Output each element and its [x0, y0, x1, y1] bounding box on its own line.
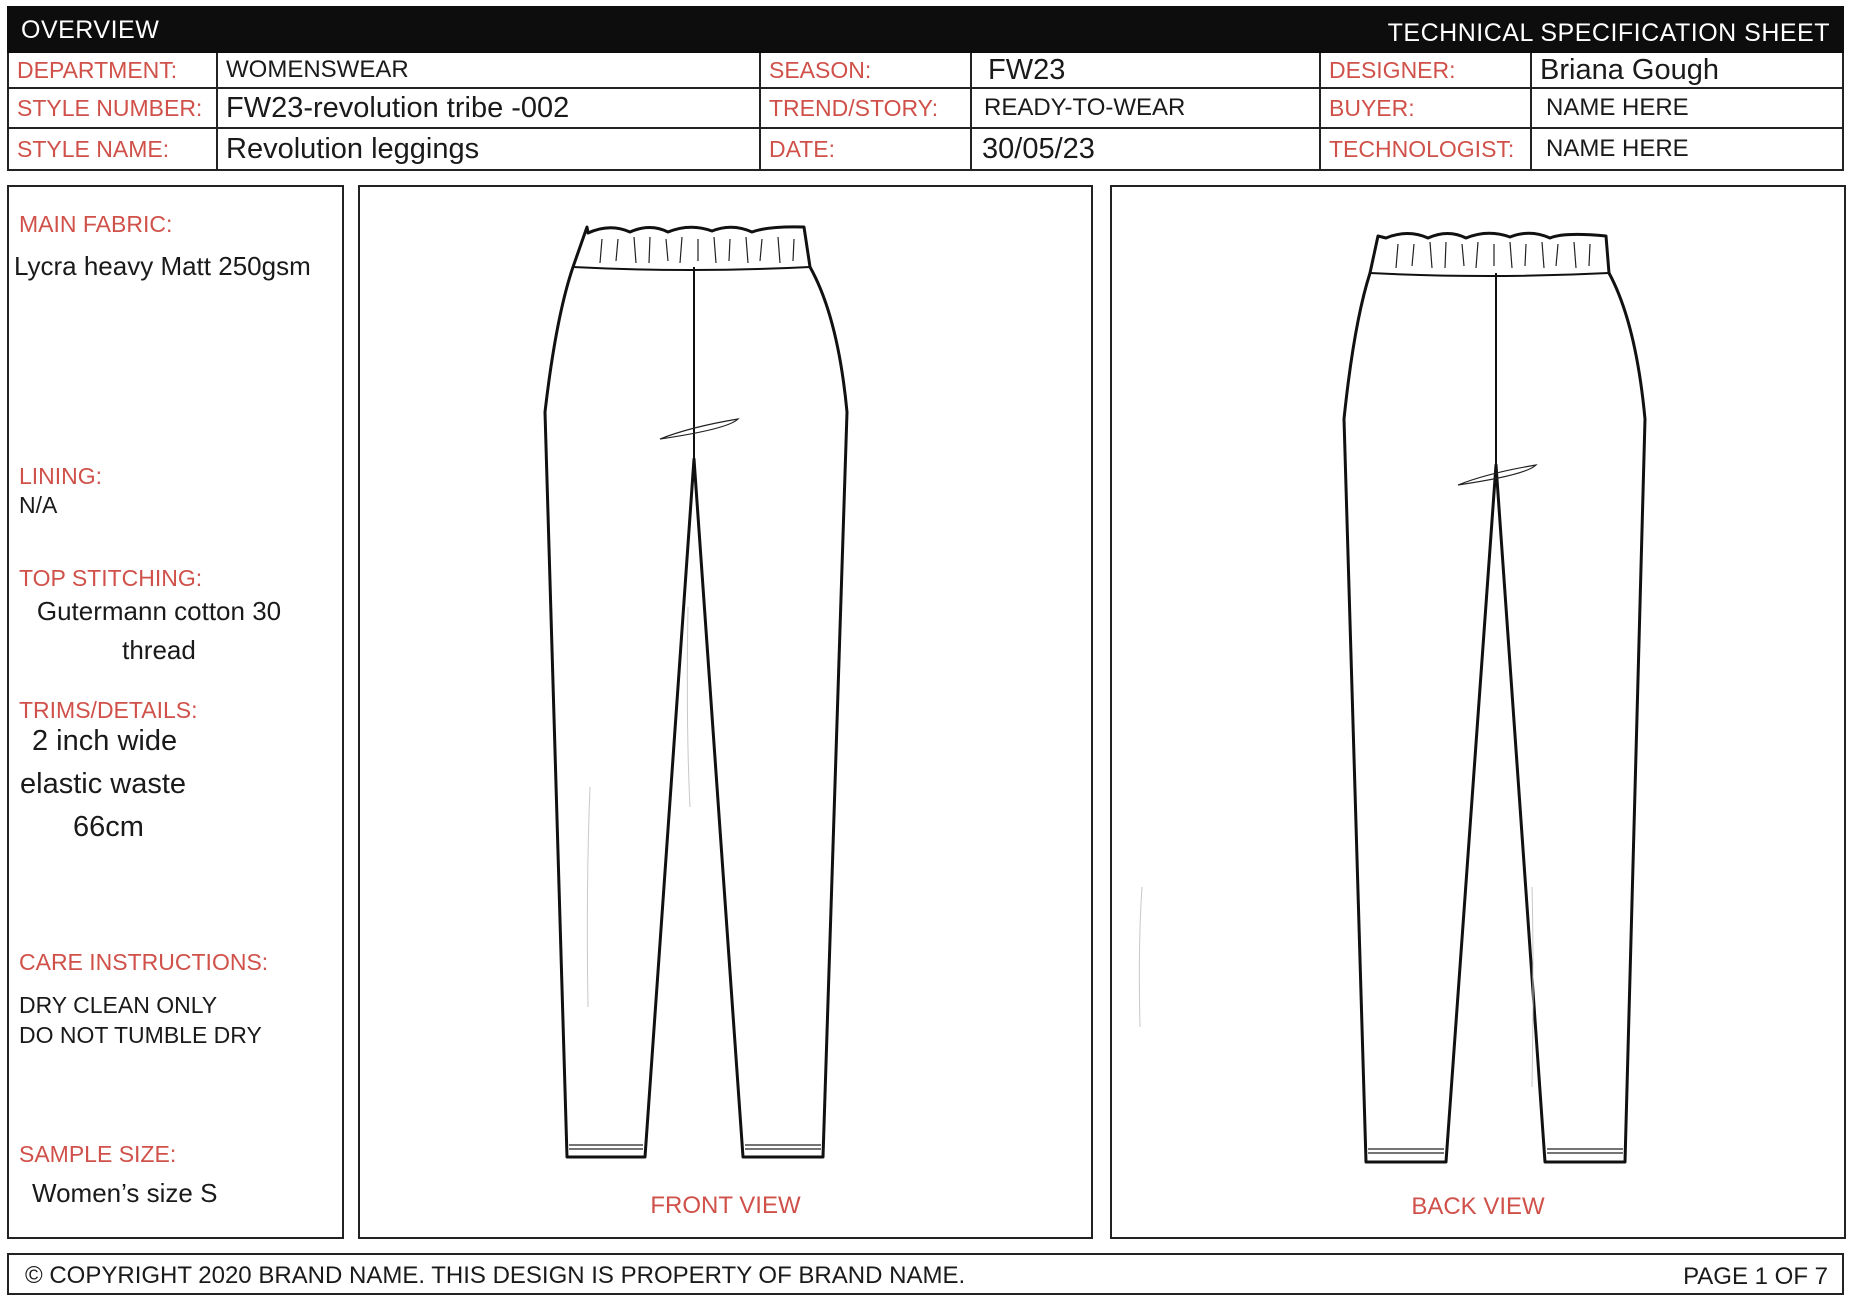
department-label: DEPARTMENT: — [9, 53, 218, 89]
top-stitching-line-1: Gutermann cotton 30 — [36, 596, 282, 626]
front-leggings-sketch — [360, 187, 1091, 1237]
front-view-panel — [358, 185, 1093, 1239]
trend-value: READY-TO-WEAR — [972, 89, 1321, 129]
back-view-label: BACK VIEW — [1411, 1193, 1545, 1220]
care-line-2: DO NOT TUMBLE DRY — [19, 1022, 262, 1048]
style-number-label: STYLE NUMBER: — [9, 89, 218, 129]
trims-line-3: 66cm — [73, 811, 144, 843]
main-fabric-label: MAIN FABRIC: — [19, 211, 173, 237]
top-stitching-line-2: thread — [122, 635, 196, 665]
technologist-label: TECHNOLOGIST: — [1321, 129, 1532, 169]
top-stitching-label: TOP STITCHING: — [19, 565, 203, 591]
sample-size-value: Women’s size S — [32, 1178, 218, 1208]
trend-label: TREND/STORY: — [761, 89, 972, 129]
department-value: WOMENSWEAR — [218, 53, 761, 89]
lining-label: LINING: — [19, 463, 103, 489]
designer-value: Briana Gough — [1532, 53, 1842, 89]
header-bar — [7, 6, 1844, 53]
copyright-text: © COPYRIGHT 2020 BRAND NAME. THIS DESIGN IS PROPERTY OF BRAND NAME. — [25, 1262, 966, 1289]
main-fabric-value: Lycra heavy Matt 250gsm — [14, 251, 311, 281]
lining-value: N/A — [19, 492, 58, 518]
overview-title: OVERVIEW — [21, 16, 160, 44]
sample-size-label: SAMPLE SIZE: — [19, 1141, 177, 1167]
buyer-label: BUYER: — [1321, 89, 1532, 129]
trims-label: TRIMS/DETAILS: — [19, 697, 198, 723]
care-label: CARE INSTRUCTIONS: — [19, 949, 269, 975]
back-view-panel — [1110, 185, 1846, 1239]
page-number: PAGE 1 OF 7 — [1683, 1263, 1828, 1290]
back-leggings-sketch — [1112, 187, 1844, 1237]
date-value: 30/05/23 — [972, 129, 1321, 169]
technologist-value: NAME HERE — [1546, 135, 1689, 162]
care-line-1: DRY CLEAN ONLY — [19, 992, 218, 1018]
trims-line-2: elastic waste — [20, 768, 187, 800]
style-name-label: STYLE NAME: — [9, 129, 218, 169]
season-value: FW23 — [972, 53, 1321, 89]
style-number-value: FW23-revolution tribe -002 — [218, 89, 761, 129]
info-table — [7, 53, 1844, 171]
front-view-label: FRONT VIEW — [650, 1192, 801, 1219]
specs-panel — [7, 185, 344, 1239]
date-label: DATE: — [761, 129, 972, 169]
style-name-value: Revolution leggings — [218, 129, 761, 169]
buyer-value: NAME HERE — [1532, 89, 1842, 129]
designer-label: DESIGNER: — [1321, 53, 1532, 89]
trims-line-1: 2 inch wide — [32, 725, 178, 757]
sheet-title: TECHNICAL SPECIFICATION SHEET — [1387, 19, 1830, 47]
footer — [7, 1253, 1844, 1295]
season-label: SEASON: — [761, 53, 972, 89]
